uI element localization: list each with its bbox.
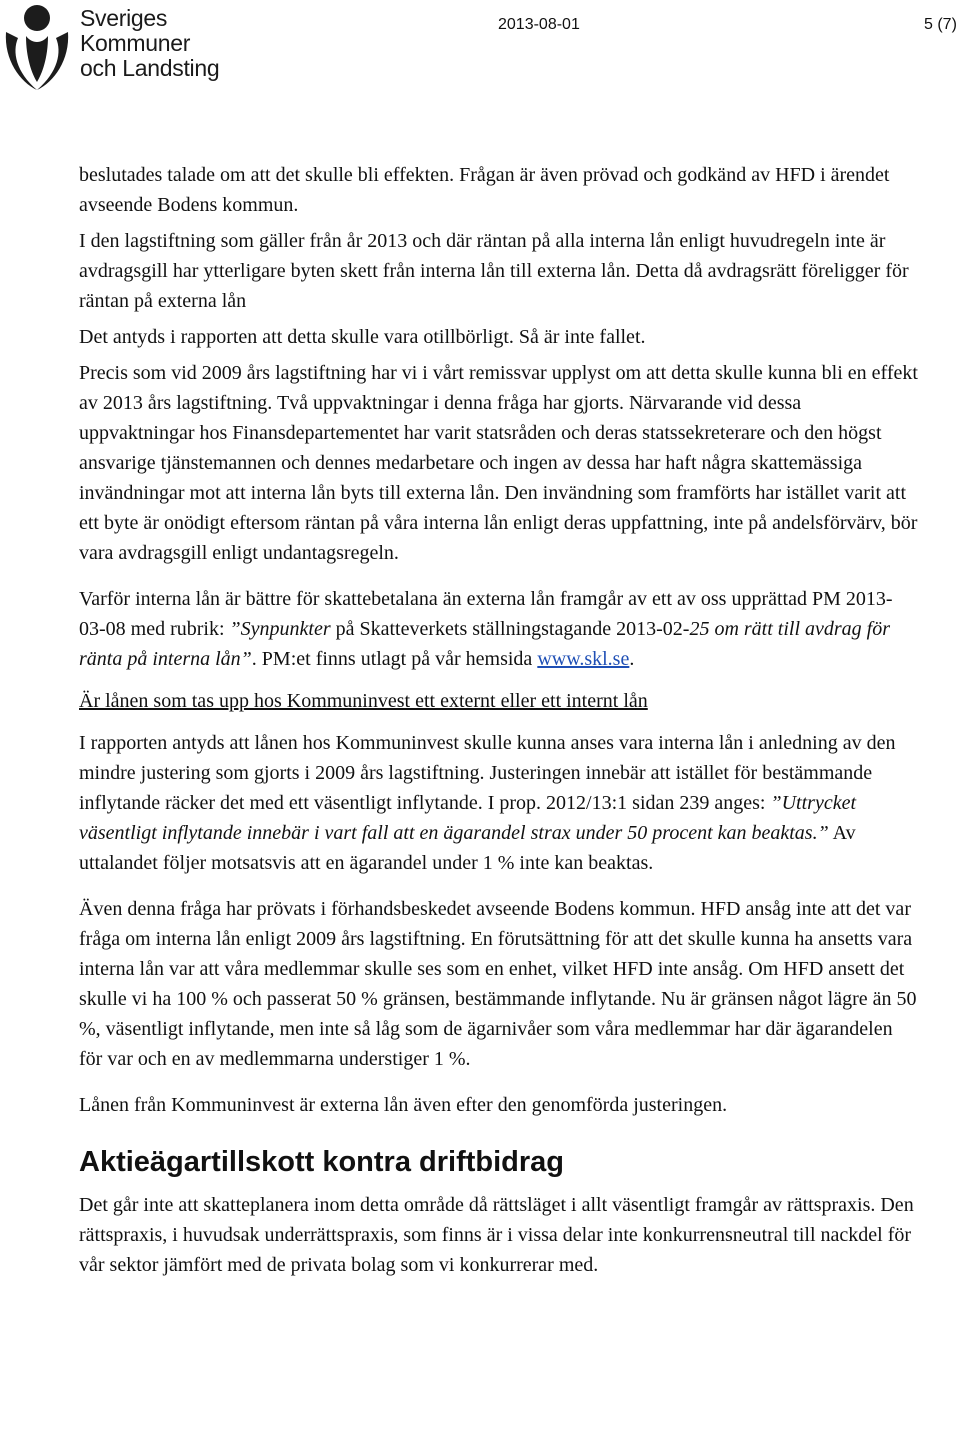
section-heading: Aktieägartillskott kontra driftbidrag [79,1146,565,1178]
paragraph-9: Det går inte att skatteplanera inom detta område då rättsläget i allt väsentligt framgår av rättspraxis. Den rättspraxis, i huvudsak underrättspraxis, som finns är i vissa delar inte konkurrensneutral till nackdel för vår sektor jämfört med de privata bolag som vi konkurrerar med. [79,1194,914,1276]
p5-text-f: . [629,648,635,670]
p5-text-a: Varför interna lån är bättre för skattebetalana än externa lån framgår av ett av oss upprättad PM 2013-03-08 med rubrik: [79,588,893,640]
skl-logo-icon [2,2,72,90]
p5-quote-end: 25 om rätt till avdrag för ränta på interna lån” [79,618,891,670]
p5-text-e: . PM:et finns utlagt på vår hemsida [251,648,538,670]
skl-website-link[interactable]: www.skl.se [537,648,630,670]
paragraph-7: Även denna fråga har prövats i förhandsbeskedet avseende Bodens kommun. HFD ansåg inte att det var fråga om interna lån enligt 2009 års lagstiftning. En förutsättning för att det skulle kunna ha ansetts vara interna lån var att våra medlemmar skulle ses som en enhet, vilket HFD inte ansåg. Om HFD ansett det skulle vi ha 100 % och passerat 50 % gränsen, bestämmande inflytande. Nu är gränsen något lägre än 50 %, väsentligt inflytande, men inte så låg som de ägarnivåer som våra medlemmar har där ägarandelen för var och en av medlemmarna understiger 1 %. [79,898,917,1070]
paragraph-8: Lånen från Kommuninvest är externa lån även efter den genomförda justeringen. [79,1094,728,1116]
p6-text-a: I rapporten antyds att lånen hos Kommuninvest skulle kunna anses vara interna lån i anledning av den mindre justering som gjorts i 2009 års lagstiftning. Justeringen innebär att istället för bestämmande inflytande räcker det med ett väsentligt inflytande. I prop. 2012/13:1 sidan 239 anges: [79,732,896,814]
org-line-2: Kommuner [80,30,191,56]
document-body [79,160,919,1280]
page-number: 5 (7) [924,16,957,33]
paragraph-4: Precis som vid 2009 års lagstiftning har vi i vårt remissvar upplyst om att detta skulle kunna bli en effekt av 2013 års lagstiftning. Två uppvaktningar i denna fråga har gjorts. Närvarande vid dessa uppvaktningar hos Finansdepartementet har varit statsråden och deras statssekreterare och den högst ansvarige tjänstemannen och dennes medarbetare och ingen av dessa har haft några skattemässiga invändningar mot att interna lån byts till externa lån. Den invändning som framförts har istället varit att ett byte är onödigt eftersom räntan på våra interna lån enligt deras uppfattning, inte på andelsförvärv, bör vara avdragsgill enligt undantagsregeln. [79,362,918,564]
organization-name [80,6,219,81]
org-line-3: och Landsting [80,55,220,81]
page-header [0,0,960,100]
p5-quote-start: ”Synpunkter [229,618,331,640]
paragraph-2: I den lagstiftning som gäller från år 2013 och där räntan på alla interna lån enligt huvudregeln inte är avdragsgill har ytterligare byten skett från interna lån till externa lån. Detta då avdragsrätt föreligger för räntan på externa lån [79,230,909,312]
subheading: Är lånen som tas upp hos Kommuninvest ett externt eller ett internt lån [79,690,648,712]
paragraph-1: beslutades talade om att det skulle bli effekten. Frågan är även prövad och godkänd av HFD i ärendet avseende Bodens kommun. [79,164,890,216]
paragraph-6 [79,728,919,878]
paragraph-3: Det antyds i rapporten att detta skulle vara otillbörligt. Så är inte fallet. [79,326,646,348]
p6-text-b: Av uttalandet följer motsatsvis att en ägarandel under 1 % inte kan beaktas. [79,822,856,874]
paragraph-5 [79,584,919,674]
p5-text-c: på Skatteverkets ställningstagande 2013-02- [330,618,690,640]
p6-quote: ”Uttrycket väsentligt inflytande innebär i vart fall att en ägarandel strax under 50 procent kan beaktas.” [79,792,857,844]
org-line-1: Sveriges [80,5,168,31]
document-date: 2013-08-01 [498,16,580,33]
